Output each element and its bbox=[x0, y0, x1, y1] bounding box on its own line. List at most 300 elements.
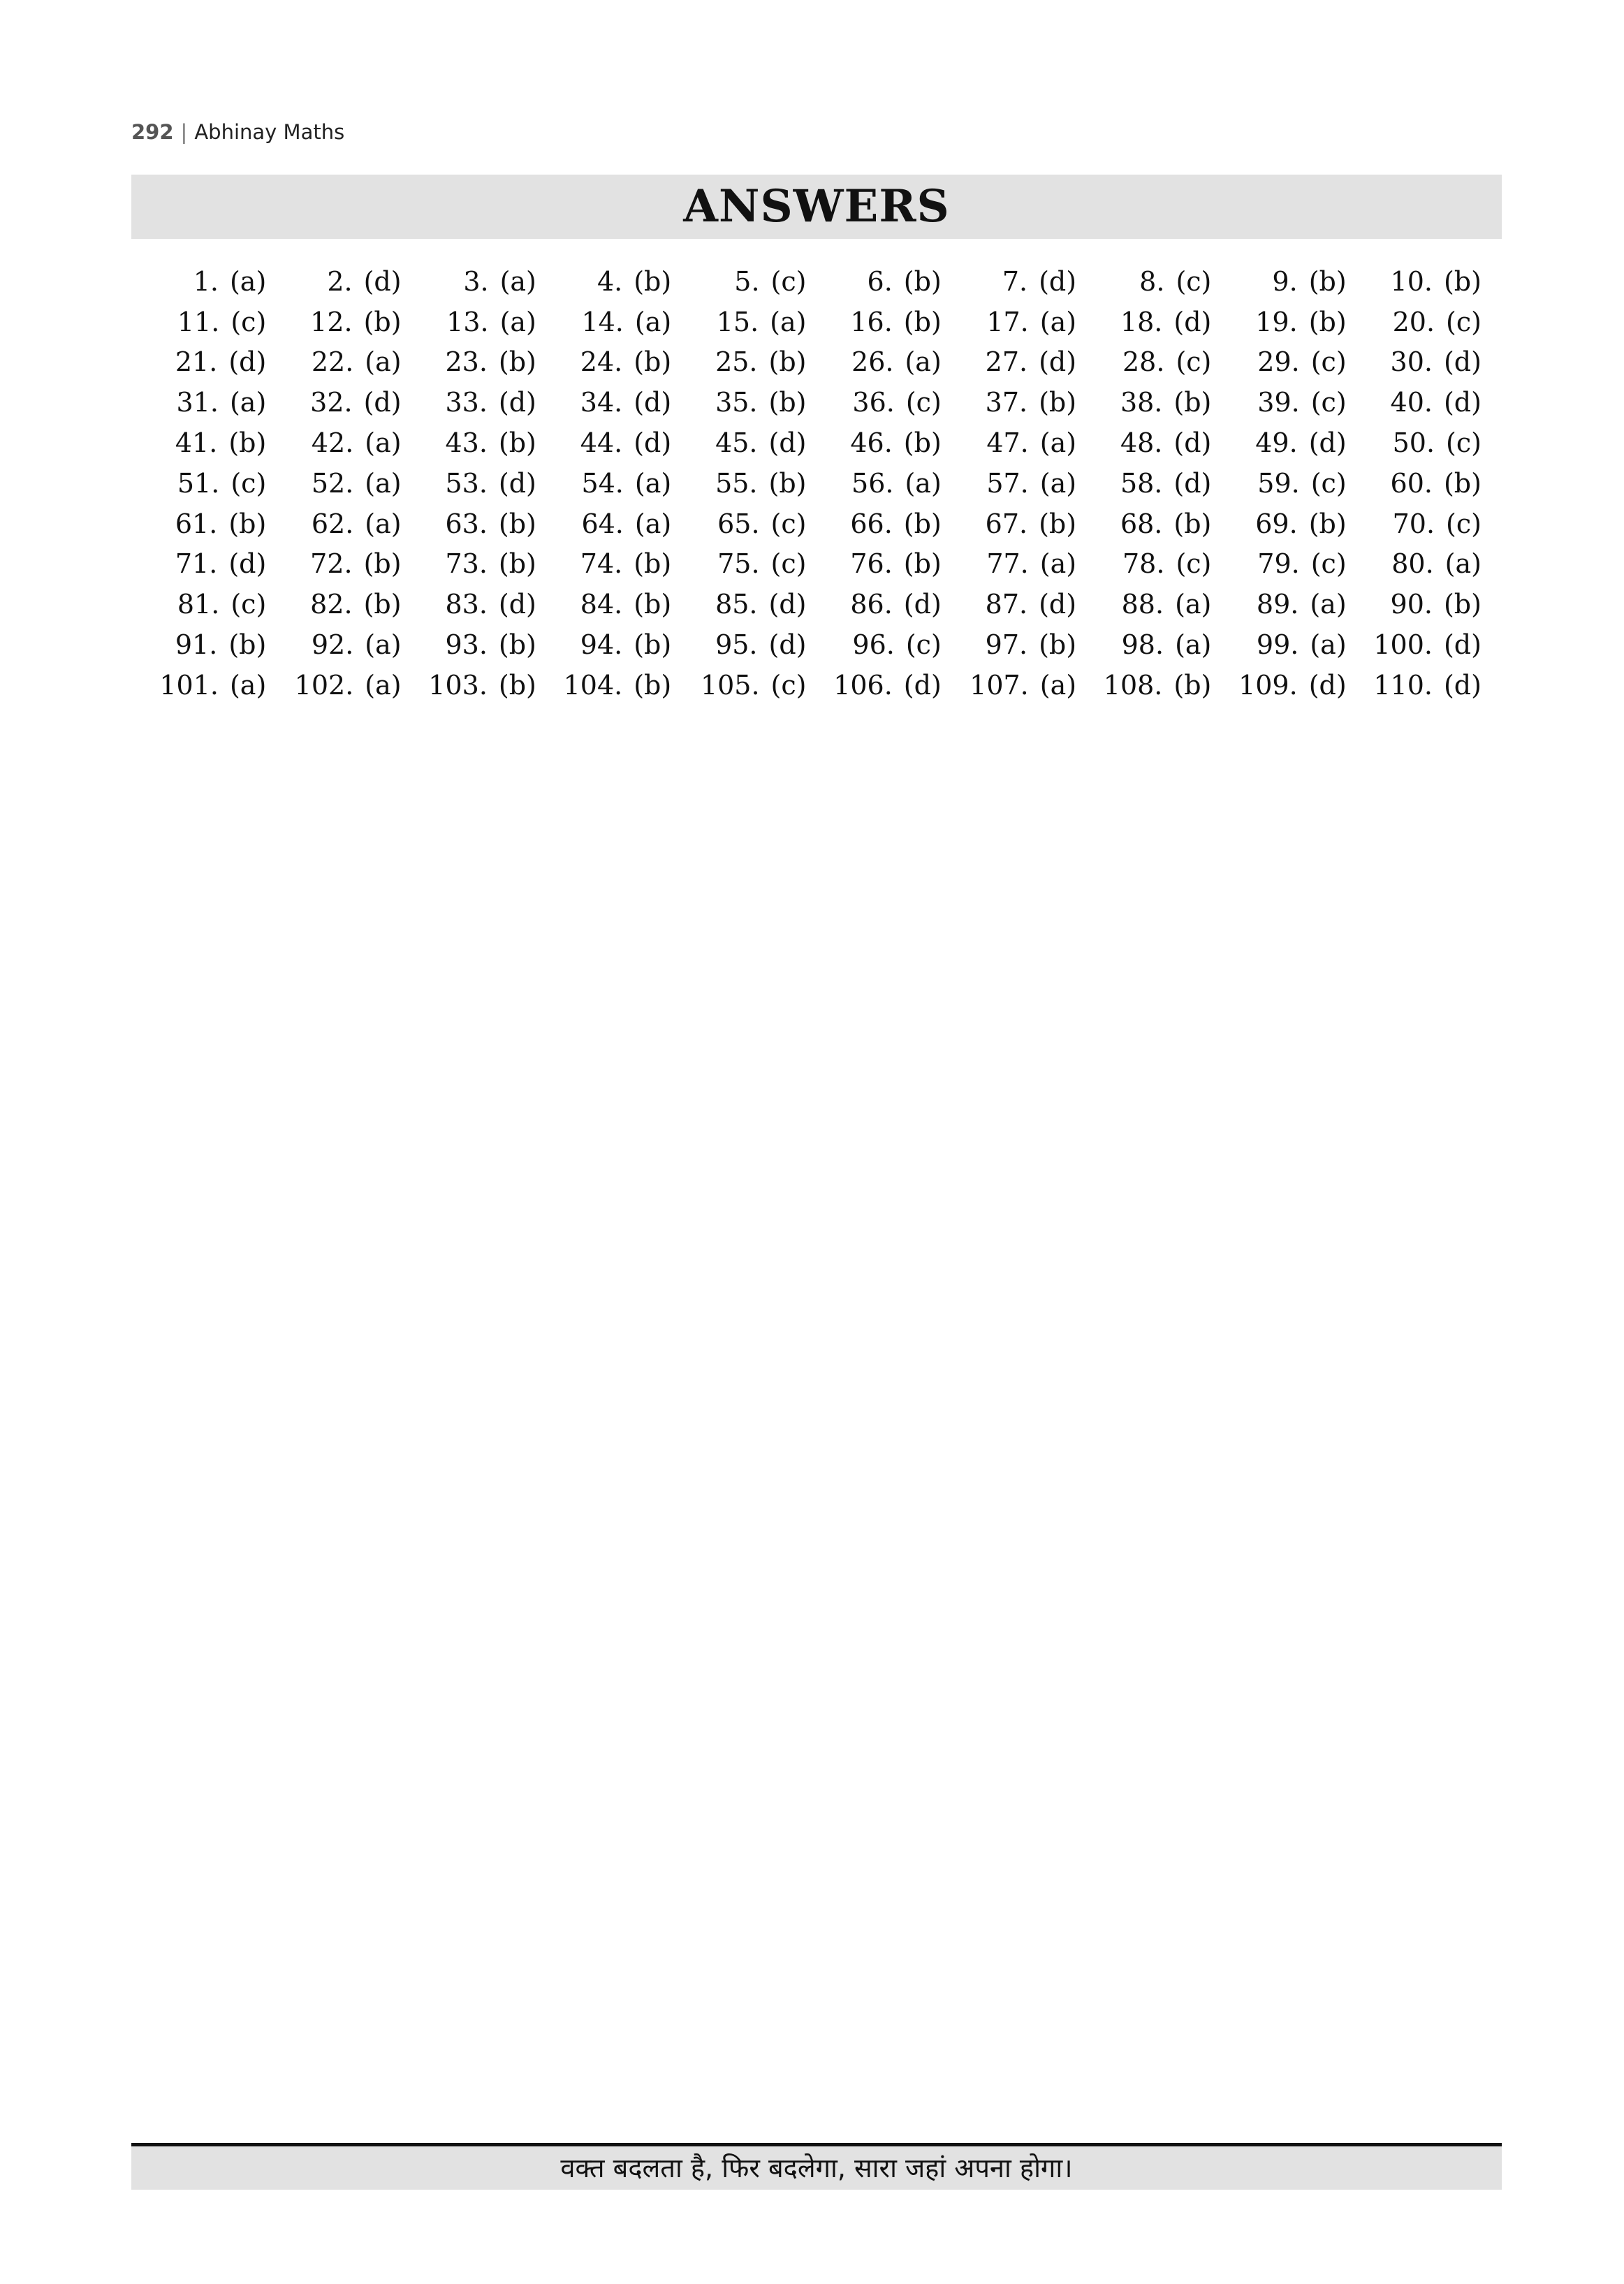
answer-option: (a) bbox=[634, 306, 672, 337]
question-number: 33. bbox=[445, 387, 488, 418]
question-number: 62. bbox=[311, 508, 354, 539]
question-number: 27. bbox=[985, 346, 1028, 378]
question-number: 5. bbox=[734, 265, 760, 297]
answer-option: (a) bbox=[229, 387, 267, 418]
answer-row bbox=[131, 342, 1502, 383]
answer-item bbox=[671, 670, 806, 701]
answer-item bbox=[131, 468, 266, 499]
answer-option: (c) bbox=[1176, 346, 1212, 378]
answer-option: (b) bbox=[1173, 669, 1212, 701]
answer-option: (d) bbox=[1308, 669, 1347, 701]
answer-option: (c) bbox=[905, 629, 942, 661]
answer-option: (a) bbox=[499, 306, 536, 337]
question-number: 71. bbox=[175, 548, 218, 580]
answer-option: (c) bbox=[1310, 467, 1347, 499]
question-number: 18. bbox=[1120, 306, 1163, 337]
question-number: 16. bbox=[850, 306, 893, 337]
answers-title-bar bbox=[131, 175, 1502, 239]
answer-option: (d) bbox=[1308, 427, 1347, 459]
answer-option: (b) bbox=[903, 265, 942, 297]
answer-option: (d) bbox=[1039, 346, 1077, 378]
question-number: 85. bbox=[715, 589, 758, 620]
question-number: 13. bbox=[446, 306, 489, 337]
question-number: 80. bbox=[1391, 548, 1434, 580]
answer-option: (b) bbox=[228, 508, 267, 539]
answer-item bbox=[671, 307, 806, 337]
answer-option: (b) bbox=[363, 548, 402, 580]
question-number: 73. bbox=[445, 548, 488, 580]
question-number: 37. bbox=[985, 387, 1028, 418]
question-number: 83. bbox=[445, 589, 488, 620]
answer-item bbox=[671, 548, 806, 579]
answer-item bbox=[131, 307, 266, 337]
question-number: 65. bbox=[717, 508, 760, 539]
question-number: 72. bbox=[310, 548, 353, 580]
question-number: 43. bbox=[445, 427, 488, 459]
question-number: 51. bbox=[177, 467, 220, 499]
answer-option: (d) bbox=[1443, 669, 1482, 701]
answer-item bbox=[671, 589, 806, 620]
answer-item bbox=[806, 670, 941, 701]
answer-option: (a) bbox=[229, 265, 267, 297]
answer-item bbox=[1347, 548, 1482, 579]
question-number: 91. bbox=[175, 629, 218, 661]
question-number: 29. bbox=[1257, 346, 1300, 378]
question-number: 48. bbox=[1120, 427, 1163, 459]
answer-item bbox=[671, 508, 806, 539]
answer-option: (b) bbox=[1443, 265, 1482, 297]
answer-option: (b) bbox=[903, 548, 942, 580]
answer-item bbox=[1211, 346, 1346, 377]
answer-option: (b) bbox=[903, 508, 942, 539]
answer-option: (a) bbox=[1039, 548, 1077, 580]
answer-row bbox=[131, 665, 1502, 705]
question-number: 9. bbox=[1272, 265, 1298, 297]
answer-option: (b) bbox=[634, 669, 672, 701]
question-number: 92. bbox=[311, 629, 354, 661]
question-number: 60. bbox=[1390, 467, 1433, 499]
answer-option: (b) bbox=[768, 387, 807, 418]
question-number: 79. bbox=[1257, 548, 1300, 580]
answer-item bbox=[1076, 427, 1211, 458]
answer-item bbox=[1347, 508, 1482, 539]
question-number: 22. bbox=[311, 346, 354, 378]
answer-item bbox=[1076, 387, 1211, 418]
answer-item bbox=[402, 427, 536, 458]
answer-option: (a) bbox=[905, 467, 942, 499]
answer-option: (a) bbox=[365, 346, 402, 378]
answer-item bbox=[1211, 307, 1346, 337]
question-number: 30. bbox=[1390, 346, 1433, 378]
answer-item bbox=[402, 508, 536, 539]
answer-row bbox=[131, 463, 1502, 504]
running-header bbox=[131, 120, 344, 144]
question-number: 45. bbox=[715, 427, 758, 459]
answer-option: (b) bbox=[1039, 629, 1077, 661]
question-number: 2. bbox=[327, 265, 353, 297]
answer-option: (c) bbox=[1310, 548, 1347, 580]
answer-option: (b) bbox=[228, 629, 267, 661]
answer-item bbox=[1076, 346, 1211, 377]
question-number: 14. bbox=[581, 306, 624, 337]
answer-option: (c) bbox=[1310, 387, 1347, 418]
answer-option: (c) bbox=[1446, 306, 1482, 337]
question-number: 106. bbox=[833, 669, 893, 701]
answer-option: (d) bbox=[498, 589, 536, 620]
answer-option: (d) bbox=[1443, 629, 1482, 661]
answer-option: (a) bbox=[634, 467, 672, 499]
answer-option: (b) bbox=[634, 346, 672, 378]
answer-item bbox=[806, 589, 941, 620]
question-number: 102. bbox=[294, 669, 354, 701]
answer-option: (a) bbox=[365, 467, 402, 499]
question-number: 24. bbox=[580, 346, 623, 378]
question-number: 104. bbox=[563, 669, 623, 701]
answer-option: (d) bbox=[363, 265, 402, 297]
question-number: 42. bbox=[311, 427, 354, 459]
answer-option: (d) bbox=[634, 427, 672, 459]
question-number: 35. bbox=[715, 387, 758, 418]
question-number: 74. bbox=[580, 548, 623, 580]
answer-option: (d) bbox=[634, 387, 672, 418]
answer-item bbox=[942, 508, 1076, 539]
answer-option: (a) bbox=[770, 306, 807, 337]
question-number: 93. bbox=[445, 629, 488, 661]
answer-row bbox=[131, 423, 1502, 463]
answer-item bbox=[1076, 548, 1211, 579]
answer-row bbox=[131, 584, 1502, 624]
answer-item bbox=[942, 548, 1076, 579]
question-number: 99. bbox=[1256, 629, 1299, 661]
question-number: 59. bbox=[1257, 467, 1300, 499]
answer-option: (d) bbox=[498, 467, 536, 499]
answer-item bbox=[942, 266, 1076, 297]
question-number: 7. bbox=[1002, 265, 1028, 297]
answer-item bbox=[806, 266, 941, 297]
answer-option: (b) bbox=[1039, 387, 1077, 418]
answer-option: (d) bbox=[228, 346, 267, 378]
answer-option: (c) bbox=[1446, 508, 1482, 539]
answer-item bbox=[536, 589, 671, 620]
answer-option: (a) bbox=[1039, 306, 1077, 337]
answer-item bbox=[266, 629, 401, 660]
question-number: 47. bbox=[986, 427, 1029, 459]
book-title: Abhinay Maths bbox=[194, 120, 345, 144]
answer-item bbox=[1347, 266, 1482, 297]
answer-item bbox=[1347, 307, 1482, 337]
answer-option: (c) bbox=[770, 265, 807, 297]
answer-option: (a) bbox=[905, 346, 942, 378]
answer-item bbox=[266, 387, 401, 418]
question-number: 46. bbox=[850, 427, 893, 459]
question-number: 8. bbox=[1139, 265, 1165, 297]
answer-item bbox=[1211, 427, 1346, 458]
question-number: 40. bbox=[1390, 387, 1433, 418]
header-separator: | bbox=[180, 120, 188, 144]
question-number: 110. bbox=[1373, 669, 1433, 701]
answer-item bbox=[1076, 307, 1211, 337]
answer-option: (b) bbox=[498, 669, 536, 701]
answer-option: (c) bbox=[1176, 265, 1212, 297]
answer-option: (b) bbox=[1443, 467, 1482, 499]
answer-option: (b) bbox=[228, 427, 267, 459]
answer-item bbox=[942, 307, 1076, 337]
answer-option: (a) bbox=[365, 508, 402, 539]
answer-item bbox=[266, 266, 401, 297]
answer-item bbox=[942, 670, 1076, 701]
answer-item bbox=[1347, 629, 1482, 660]
question-number: 81. bbox=[177, 589, 220, 620]
answer-row bbox=[131, 302, 1502, 342]
question-number: 67. bbox=[985, 508, 1028, 539]
answer-item bbox=[942, 629, 1076, 660]
answer-option: (b) bbox=[498, 508, 536, 539]
question-number: 109. bbox=[1238, 669, 1298, 701]
answer-item bbox=[536, 427, 671, 458]
answer-item bbox=[1211, 589, 1346, 620]
answer-option: (d) bbox=[498, 387, 536, 418]
answer-option: (b) bbox=[498, 346, 536, 378]
answer-option: (a) bbox=[1310, 589, 1347, 620]
question-number: 88. bbox=[1121, 589, 1164, 620]
question-number: 31. bbox=[176, 387, 219, 418]
answer-item bbox=[402, 307, 536, 337]
answer-item bbox=[806, 468, 941, 499]
answer-option: (b) bbox=[1443, 589, 1482, 620]
answer-option: (d) bbox=[1443, 387, 1482, 418]
answer-option: (b) bbox=[498, 629, 536, 661]
question-number: 84. bbox=[580, 589, 623, 620]
answer-option: (a) bbox=[1039, 427, 1077, 459]
answer-option: (d) bbox=[1173, 306, 1212, 337]
answer-option: (c) bbox=[231, 589, 267, 620]
answer-item bbox=[266, 468, 401, 499]
answer-item bbox=[1211, 266, 1346, 297]
answer-option: (b) bbox=[363, 306, 402, 337]
answer-item bbox=[536, 387, 671, 418]
answer-option: (b) bbox=[498, 548, 536, 580]
answer-option: (b) bbox=[1039, 508, 1077, 539]
question-number: 23. bbox=[445, 346, 488, 378]
answer-option: (b) bbox=[634, 548, 672, 580]
question-number: 36. bbox=[852, 387, 895, 418]
answer-option: (d) bbox=[363, 387, 402, 418]
question-number: 76. bbox=[850, 548, 893, 580]
answer-item bbox=[402, 589, 536, 620]
answer-item bbox=[671, 346, 806, 377]
answer-item bbox=[806, 346, 941, 377]
question-number: 52. bbox=[311, 467, 354, 499]
question-number: 28. bbox=[1122, 346, 1165, 378]
answer-item bbox=[806, 548, 941, 579]
answer-option: (b) bbox=[768, 467, 807, 499]
answer-option: (b) bbox=[1308, 508, 1347, 539]
answer-option: (d) bbox=[903, 669, 942, 701]
answer-item bbox=[1211, 670, 1346, 701]
answer-item bbox=[1211, 548, 1346, 579]
answer-item bbox=[536, 346, 671, 377]
answer-key-grid bbox=[131, 261, 1502, 705]
answer-option: (b) bbox=[1308, 265, 1347, 297]
answer-item bbox=[1076, 508, 1211, 539]
answer-option: (a) bbox=[1039, 669, 1077, 701]
answer-item bbox=[402, 346, 536, 377]
answer-option: (d) bbox=[768, 427, 807, 459]
question-number: 56. bbox=[851, 467, 894, 499]
answer-item bbox=[942, 589, 1076, 620]
question-number: 82. bbox=[310, 589, 353, 620]
answer-item bbox=[131, 266, 266, 297]
question-number: 10. bbox=[1390, 265, 1433, 297]
question-number: 108. bbox=[1103, 669, 1163, 701]
answer-option: (d) bbox=[1173, 427, 1212, 459]
answer-item bbox=[131, 670, 266, 701]
answer-option: (b) bbox=[634, 589, 672, 620]
question-number: 3. bbox=[463, 265, 489, 297]
answer-item bbox=[131, 508, 266, 539]
question-number: 11. bbox=[177, 306, 220, 337]
question-number: 34. bbox=[580, 387, 623, 418]
question-number: 86. bbox=[850, 589, 893, 620]
answer-option: (c) bbox=[1446, 427, 1482, 459]
answer-item bbox=[266, 346, 401, 377]
question-number: 96. bbox=[852, 629, 895, 661]
answer-item bbox=[402, 629, 536, 660]
page-number: 292 bbox=[131, 120, 174, 144]
question-number: 15. bbox=[716, 306, 759, 337]
answer-item bbox=[131, 548, 266, 579]
answer-row bbox=[131, 382, 1502, 423]
question-number: 49. bbox=[1255, 427, 1298, 459]
answer-option: (b) bbox=[634, 265, 672, 297]
answer-option: (b) bbox=[768, 346, 807, 378]
answer-item bbox=[806, 508, 941, 539]
answer-option: (b) bbox=[903, 427, 942, 459]
question-number: 77. bbox=[986, 548, 1029, 580]
question-number: 26. bbox=[851, 346, 894, 378]
question-number: 101. bbox=[159, 669, 219, 701]
answer-item bbox=[806, 629, 941, 660]
answer-row bbox=[131, 544, 1502, 585]
question-number: 19. bbox=[1255, 306, 1298, 337]
answer-option: (a) bbox=[1175, 629, 1212, 661]
question-number: 61. bbox=[175, 508, 218, 539]
answer-item bbox=[266, 508, 401, 539]
question-number: 39. bbox=[1257, 387, 1300, 418]
question-number: 38. bbox=[1120, 387, 1163, 418]
answer-item bbox=[671, 427, 806, 458]
answer-option: (b) bbox=[1173, 508, 1212, 539]
answer-item bbox=[536, 266, 671, 297]
answer-option: (a) bbox=[634, 508, 672, 539]
answer-item bbox=[1076, 589, 1211, 620]
answer-item bbox=[1076, 670, 1211, 701]
question-number: 55. bbox=[715, 467, 758, 499]
answer-item bbox=[1347, 670, 1482, 701]
answer-item bbox=[536, 508, 671, 539]
answer-option: (a) bbox=[499, 265, 536, 297]
answer-option: (d) bbox=[768, 589, 807, 620]
question-number: 50. bbox=[1392, 427, 1435, 459]
question-number: 57. bbox=[986, 467, 1029, 499]
answer-item bbox=[402, 670, 536, 701]
footer-bar bbox=[131, 2146, 1502, 2190]
answer-item bbox=[942, 346, 1076, 377]
answer-option: (b) bbox=[1308, 306, 1347, 337]
answer-option: (b) bbox=[498, 427, 536, 459]
question-number: 64. bbox=[581, 508, 624, 539]
answer-item bbox=[806, 387, 941, 418]
answer-item bbox=[1347, 589, 1482, 620]
answer-item bbox=[1076, 629, 1211, 660]
answer-item bbox=[671, 629, 806, 660]
answer-option: (a) bbox=[1444, 548, 1482, 580]
answer-item bbox=[402, 266, 536, 297]
question-number: 17. bbox=[986, 306, 1029, 337]
answer-option: (b) bbox=[363, 589, 402, 620]
question-number: 94. bbox=[580, 629, 623, 661]
answer-item bbox=[402, 548, 536, 579]
answer-item bbox=[266, 427, 401, 458]
answer-option: (c) bbox=[1310, 346, 1347, 378]
answer-item bbox=[266, 307, 401, 337]
answer-item bbox=[1211, 387, 1346, 418]
answer-option: (c) bbox=[231, 306, 267, 337]
answer-item bbox=[1211, 629, 1346, 660]
answer-item bbox=[1211, 468, 1346, 499]
answer-option: (c) bbox=[905, 387, 942, 418]
answer-item bbox=[131, 346, 266, 377]
footer-motto: वक्त बदलता है, फिर बदलेगा, सारा जहां अपना होगा। bbox=[560, 2153, 1073, 2183]
question-number: 66. bbox=[850, 508, 893, 539]
answer-item bbox=[806, 427, 941, 458]
answer-item bbox=[942, 427, 1076, 458]
answer-option: (d) bbox=[903, 589, 942, 620]
question-number: 107. bbox=[970, 669, 1029, 701]
answer-option: (c) bbox=[770, 669, 807, 701]
answer-option: (a) bbox=[365, 629, 402, 661]
answer-item bbox=[1347, 468, 1482, 499]
question-number: 100. bbox=[1373, 629, 1433, 661]
question-number: 103. bbox=[428, 669, 488, 701]
question-number: 21. bbox=[175, 346, 218, 378]
question-number: 44. bbox=[580, 427, 623, 459]
question-number: 6. bbox=[867, 265, 893, 297]
answer-item bbox=[266, 589, 401, 620]
question-number: 53. bbox=[445, 467, 488, 499]
answer-item bbox=[536, 670, 671, 701]
question-number: 105. bbox=[700, 669, 760, 701]
answer-item bbox=[942, 387, 1076, 418]
answer-item bbox=[536, 629, 671, 660]
answer-option: (b) bbox=[903, 306, 942, 337]
answer-option: (a) bbox=[229, 669, 267, 701]
answer-row bbox=[131, 504, 1502, 544]
question-number: 12. bbox=[310, 306, 353, 337]
page-title: ANSWERS bbox=[683, 180, 950, 233]
answer-option: (b) bbox=[1173, 387, 1212, 418]
answer-option: (d) bbox=[1173, 467, 1212, 499]
answer-option: (a) bbox=[1039, 467, 1077, 499]
question-number: 89. bbox=[1256, 589, 1299, 620]
question-number: 32. bbox=[310, 387, 353, 418]
question-number: 54. bbox=[581, 467, 624, 499]
answer-option: (c) bbox=[1176, 548, 1212, 580]
answer-row bbox=[131, 261, 1502, 302]
answer-item bbox=[1076, 468, 1211, 499]
answer-option: (a) bbox=[1175, 589, 1212, 620]
answer-item bbox=[536, 468, 671, 499]
